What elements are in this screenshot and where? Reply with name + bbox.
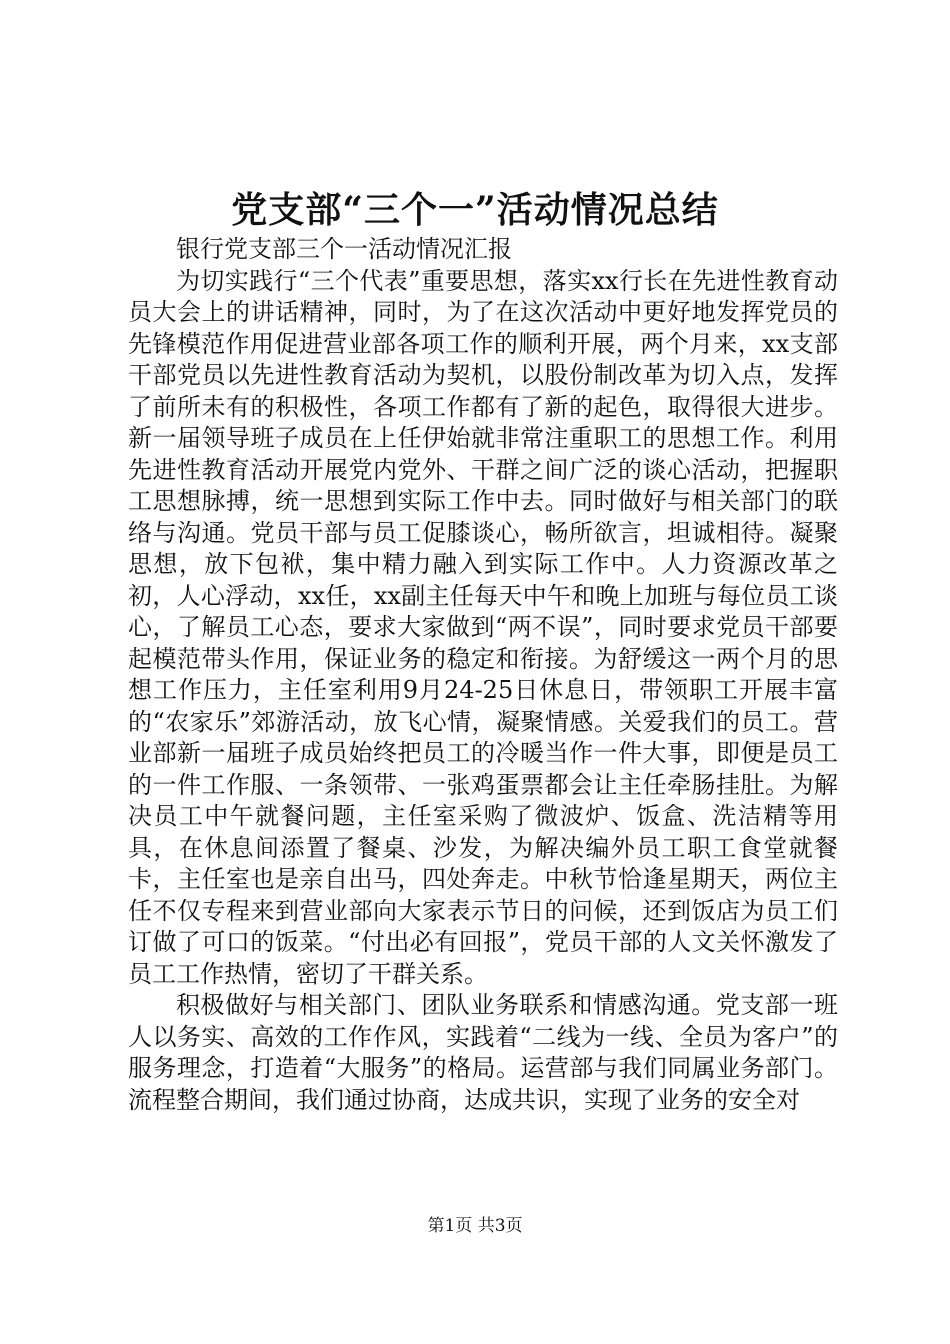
document-body <box>128 234 838 1116</box>
body-paragraph-2: 积极做好与相关部门、团队业务联系和情感沟通。党支部一班人以务实、高效的工作作风，实践着“二线为一线、全员为客户”的服务理念，打造着“大服务”的格局。运营部与我们同属业务部门。流程整合期间，我们通过协商，达成共识，实现了业务的安全对 <box>128 991 838 1114</box>
body-paragraph-1: 为切实践行“三个代表”重要思想，落实xx行长在先进性教育动员大会上的讲话精神，同时，为了在这次活动中更好地发挥党员的先锋模范作用促进营业部各项工作的顺利开展，两个月来，xx支部干部党员以先进性教育活动为契机，以股份制改革为切入点，发挥了前所未有的积极性，各项工作都有了新的起色，取得很大进步。新一届领导班子成员在上任伊始就非常注重职工的思想工作。利用先进性教育活动开展党内党外、干群之间广泛的谈心活动，把握职工思想脉搏，统一思想到实际工作中去。同时做好与相关部门的联络与沟通。党员干部与员工促膝谈心，畅所欲言，坦诚相待。凝聚思想，放下包袱，集中精力融入到实际工作中。人力资源改革之初，人心浮动，xx任，xx副主任每天中午和晚上加班与每位员工谈心，了解员工心态，要求大家做到“两不误”，同时要求党员干部要起模范带头作用，保证业务的稳定和衔接。为舒缓这一两个月的思想工作压力，主任室利用9月24-25日休息日，带领职工开展丰富的“农家乐”郊游活动，放飞心情，凝聚情感。关爱我们的员工。营业部新一届班子成员始终把员工的冷暖当作一件大事，即便是员工的一件工作服、一条领带、一张鸡蛋票都会让主任牵肠挂肚。为解决员工中午就餐问题，主任室采购了微波炉、饭盒、洗洁精等用具，在休息间添置了餐桌、沙发，为解决编外员工职工食堂就餐卡，主任室也是亲自出马，四处奔走。中秋节恰逢星期天，两位主任不仅专程来到营业部向大家表示节日的问候，还到饭店为员工们订做了可口的饭菜。“付出必有回报”，党员干部的人文关怀激发了员工工作热情，密切了干群关系。 <box>128 266 838 988</box>
page-footer: 第1页 共3页 <box>427 1216 523 1236</box>
document-title: 党支部“三个一”活动情况总结 <box>231 189 719 231</box>
document-subtitle: 银行党支部三个一活动情况汇报 <box>176 235 512 263</box>
